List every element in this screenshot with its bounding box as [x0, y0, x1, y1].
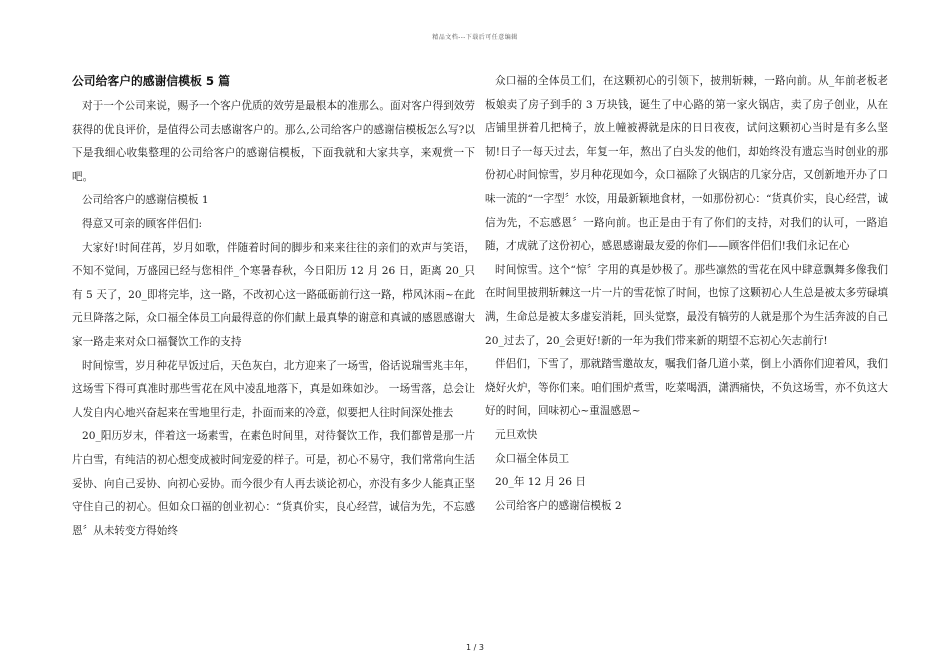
page-indicator: 1 / 3	[466, 643, 484, 652]
body-paragraph: 伴侣们，下雪了，那就踏雪邀故友，嘱我们备几道小菜，倒上小酒你们迎着风，我们烧好火炉，等你们来。咱们围炉煮雪，吃菜喝酒，潇洒痛快，不负这场雪，亦不负这大好的时间，回味初心~重温感恩~	[485, 358, 888, 418]
document-title: 公司给客户的感谢信模板 5 篇	[72, 74, 230, 88]
signature: 众口福全体员工	[495, 452, 570, 465]
right-column	[485, 70, 888, 518]
template-heading: 公司给客户的感谢信模板 2	[495, 499, 622, 512]
closing-greeting: 元旦欢快	[495, 428, 538, 441]
body-paragraph: 大家好!时间荏苒，岁月如歌，伴随着时间的脚步和来来往往的亲们的欢声与笑语，不知不觉间，万盛园已经与您相伴_个寒暑春秋，今日阳历 12 月 26 日，距离 20_只有 5 天了，20_即将完毕，这一路，不改初心这一路砥砺前行这一路，栉风沐雨~在此元旦降落之际，众口福全体员工向最得意的你们献上最真挚的谢意和真诚的感恩感谢大家一路走来对众口福餐饮工作的支持	[72, 241, 475, 348]
template-heading: 公司给客户的感谢信模板 1	[82, 194, 209, 207]
intro-paragraph: 对于一个公司来说，赐予一个客户优质的效劳是最根本的准那么。面对客户得到效劳获得的优良评价，是值得公司去感谢客户的。那么,公司给客户的感谢信模板怎么写?以下是我细心收集整理的公司给客户的感谢信模板，下面我就和大家共享，来观赏一下吧。	[72, 100, 475, 183]
letter-date: 20_年 12 月 26 日	[495, 476, 586, 489]
left-column	[72, 70, 475, 543]
page-header: 精品文档---下载后可任意编辑	[432, 34, 518, 41]
body-paragraph: 20_阳历岁末，伴着这一场素雪，在素色时间里，对待餐饮工作，我们都曾是那一片片白雪，有纯洁的初心想变成被时间宠爱的样子。可是，初心不易守，我们常常向生活妥协、向自己妥协、向初心妥协。而今很少有人再去谈论初心，亦没有多少人能真正坚守住自己的初心。但如众口福的创业初心：“货真价实，良心经营，诚信为先，不忘感恩〞从未转变方得始终	[72, 430, 475, 537]
body-paragraph: 众口福的全体员工们，在这颗初心的引领下，披荆斩棘，一路向前。从_年前老板老板娘卖了房子到手的 3 万块钱，诞生了中心路的第一家火锅店，卖了房子创业，从在店铺里拼着几把椅子，放上幢被褥就是床的日日夜夜，试问这颗初心当时是有多么坚韧!日子一每天过去，年复一年，熬出了白头发的他们，却始终没有遗忘当时创业的那份初心时间惊雪，岁月种花现如今，众口福除了火锅店的几家分店，又创新地开办了口味一流的“一字型〞水饺，用最新颖地食材，一如那份初心：“货真价实，良心经营，诚信为先，不忘感恩〞一路向前。也正是由于有了你们的支持，对我们的认可，一路追随，才成就了这份初心，感恩感谢最友爱的你们——顾客伴侣们!我们永记在心	[485, 75, 888, 253]
body-paragraph: 时间惊雪，岁月种花早饭过后，天色灰白，北方迎来了一场雪，俗话说瑞雪兆丰年，这场雪下得可真准时那些雪花在风中凌乱地落下，真是如珠如沙。 一场雪落，总会让人发自内心地兴奋起来在雪地里行走，扑面而来的冷意，似要把人往时间深处推去	[72, 359, 475, 419]
body-paragraph: 时间惊雪。这个“惊〞字用的真是妙极了。那些凛然的雪花在风中肆意飘舞多像我们在时间里披荆斩棘这一片一片的雪花惊了时间，也惊了这颗初心人生总是被太多劳碌填满，生命总是被太多虚妄消耗，回头觉察，最没有犒劳的人就是那个为生活奔波的自己 20_过去了，20_会更好!新的一年为我们带来新的期望不忘初心矢志前行!	[485, 263, 888, 347]
salutation: 得意又可亲的顾客伴侣们:	[82, 217, 203, 230]
